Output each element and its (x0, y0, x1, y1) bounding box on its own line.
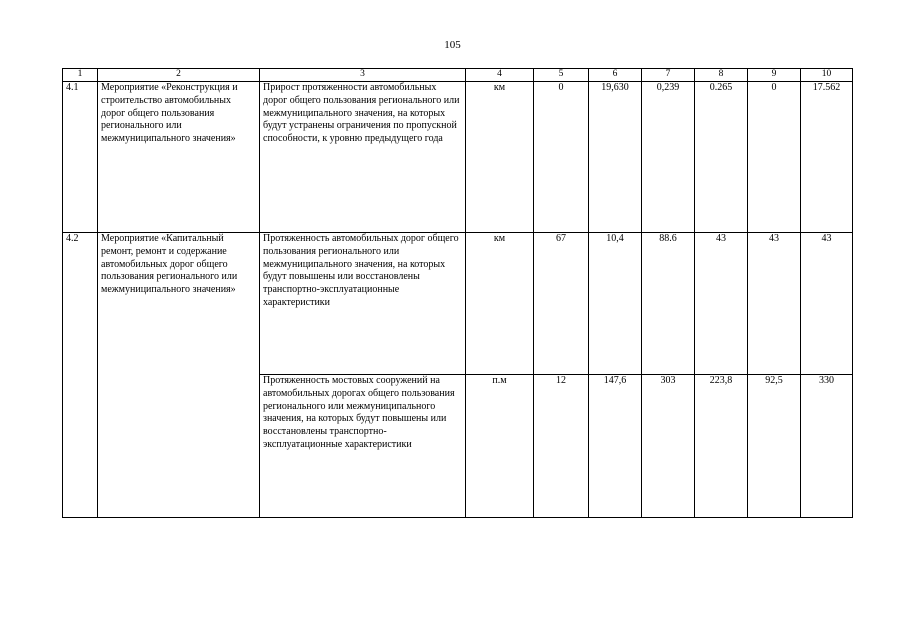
indicator-name: Прирост протяженности автомобильных дорог общего пользования регионального или межмуниципального значения, на которых будут устранены ограничения по пропускной способности, к уровню предыдущего года (260, 82, 466, 233)
table-row (63, 233, 853, 375)
column-header: 8 (695, 69, 748, 82)
value-cell: 0 (748, 82, 801, 233)
value-cell: 0.265 (695, 82, 748, 233)
value-cell: 43 (748, 233, 801, 375)
column-header: 5 (534, 69, 589, 82)
indicator-name: Протяженность автомобильных дорог общего пользования регионального или межмуниципального значения, на которых будут повышены или восстановлены транспортно-эксплуатационные характеристики (260, 233, 466, 375)
value-cell: 303 (642, 375, 695, 518)
page-number: 105 (444, 39, 461, 51)
value-cell: 43 (801, 233, 853, 375)
row-number: 4.2 (63, 233, 98, 518)
value-cell: 330 (801, 375, 853, 518)
value-cell: 0 (534, 82, 589, 233)
unit-cell: км (466, 82, 534, 233)
table-header-row (63, 69, 853, 82)
row-number: 4.1 (63, 82, 98, 233)
indicator-name: Протяженность мостовых сооружений на автомобильных дорогах общего пользования регионального или межмуниципального значения, на которых будут повышены или восстановлены транспортно-эксплуатационные характеристики (260, 375, 466, 518)
value-cell: 92,5 (748, 375, 801, 518)
value-cell: 17.562 (801, 82, 853, 233)
value-cell: 223,8 (695, 375, 748, 518)
value-cell: 10,4 (589, 233, 642, 375)
column-header: 2 (98, 69, 260, 82)
column-header: 6 (589, 69, 642, 82)
value-cell: 147,6 (589, 375, 642, 518)
value-cell: 0,239 (642, 82, 695, 233)
value-cell: 88.6 (642, 233, 695, 375)
value-cell: 19,630 (589, 82, 642, 233)
column-header: 4 (466, 69, 534, 82)
column-header: 3 (260, 69, 466, 82)
column-header: 1 (63, 69, 98, 82)
value-cell: 67 (534, 233, 589, 375)
value-cell: 43 (695, 233, 748, 375)
unit-cell: п.м (466, 375, 534, 518)
unit-cell: км (466, 233, 534, 375)
column-header: 9 (748, 69, 801, 82)
event-name: Мероприятие «Реконструкция и строительство автомобильных дорог общего пользования регионального или межмуниципального значения» (98, 82, 260, 233)
column-header: 10 (801, 69, 853, 82)
column-header: 7 (642, 69, 695, 82)
table-row (63, 82, 853, 233)
value-cell: 12 (534, 375, 589, 518)
indicators-table (62, 68, 853, 518)
event-name: Мероприятие «Капитальный ремонт, ремонт и содержание автомобильных дорог общего пользования регионального или межмуниципального значения» (98, 233, 260, 518)
